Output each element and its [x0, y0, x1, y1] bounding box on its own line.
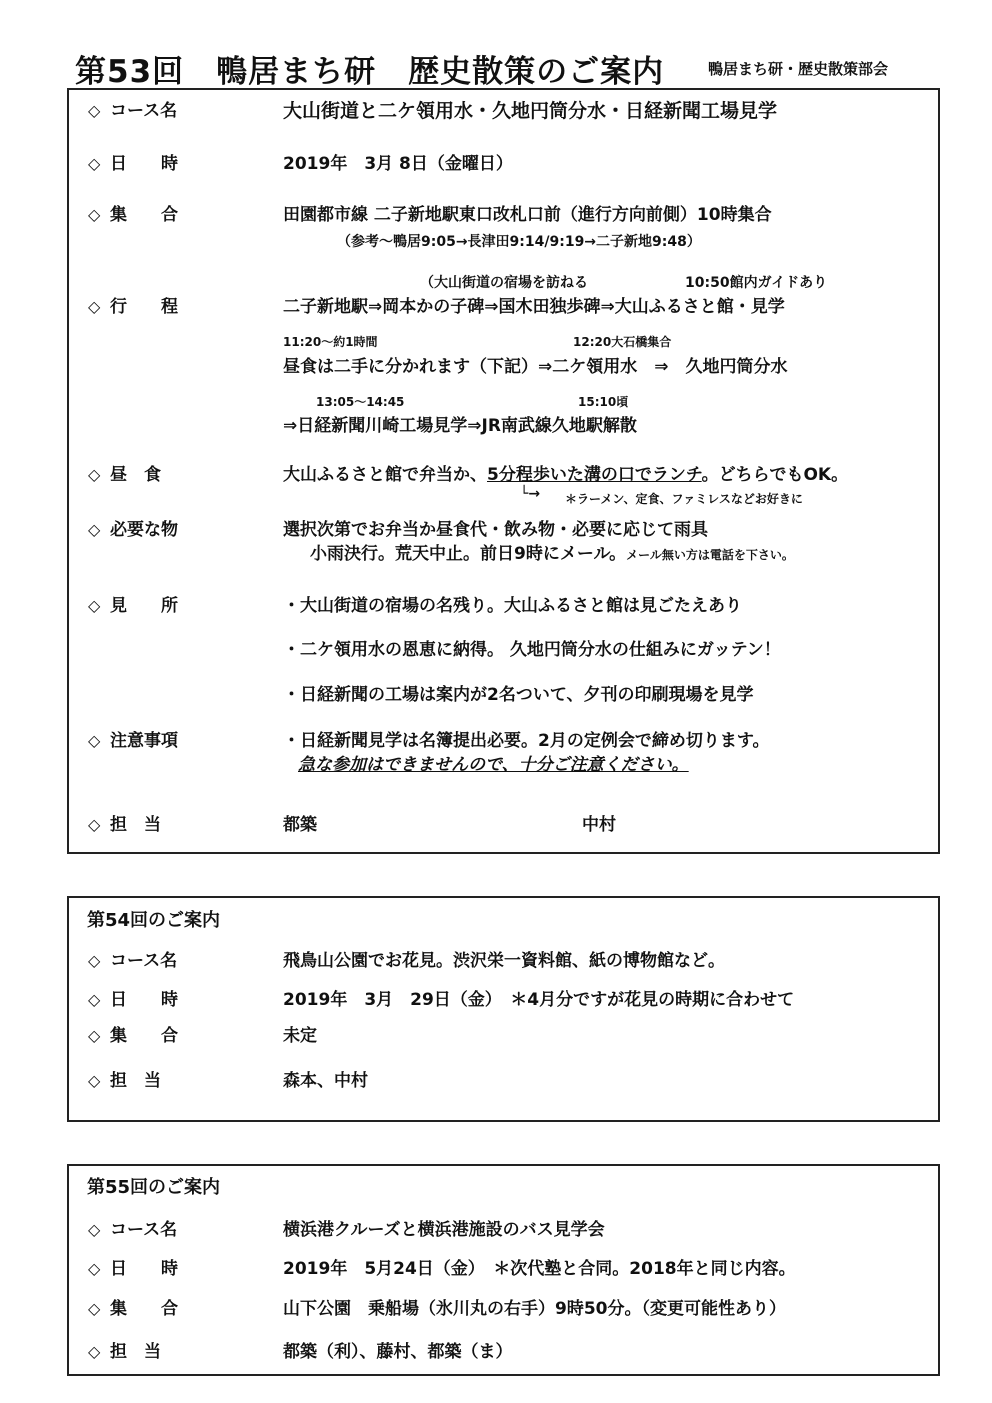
label-datetime: 日 時 — [110, 154, 178, 174]
row-staff — [88, 1337, 161, 1362]
label-notes: 注意事項 — [110, 731, 178, 751]
diamond-icon: ◇ — [88, 1259, 101, 1278]
itinerary-line: 二子新地駅⇒岡本かの子碑⇒国木田独歩碑⇒大山ふるさと館・見学 — [283, 297, 785, 317]
label-meeting: 集 合 — [110, 205, 178, 225]
row-course — [88, 946, 177, 971]
lunch-value — [283, 460, 848, 485]
lunch-text: 。どちらでもOK。 — [701, 465, 849, 485]
diamond-icon: ◇ — [88, 465, 101, 484]
highlight: ・大山街道の宿場の名残り。大山ふるさと館は見ごたえあり — [283, 596, 742, 616]
datetime-value: 2019年 3月 8日（金曜日） — [283, 154, 513, 174]
course-value: 飛鳥山公園でお花見。渋沢栄一資料館、紙の博物館など。 — [283, 951, 725, 971]
organizer: 鴨居まち研・歴史散策部会 — [708, 60, 889, 78]
row-itinerary — [88, 292, 178, 317]
lunch-underlined: 5分程歩いた溝の口でランチ — [487, 465, 702, 485]
row-highlights — [88, 591, 178, 616]
label-highlights: 見 所 — [110, 596, 178, 616]
diamond-icon: ◇ — [88, 205, 101, 224]
itinerary-note: 11:20～約1時間 — [283, 335, 378, 349]
diamond-icon: ◇ — [88, 1220, 101, 1239]
label-staff: 担 当 — [110, 1071, 161, 1091]
meeting-reference: （参考～鴨居9:05→長津田9:14/9:19→二子新地9:48） — [337, 234, 701, 250]
label-items: 必要な物 — [110, 520, 178, 540]
label-lunch: 昼 食 — [110, 465, 161, 485]
staff-value: 都築（利）、藤村、都築（ま） — [283, 1342, 513, 1362]
itinerary-line: ⇒日経新聞川崎工場見学⇒JR南武線久地駅解散 — [283, 416, 637, 436]
diamond-icon: ◇ — [88, 297, 101, 316]
diamond-icon: ◇ — [88, 596, 101, 615]
row-items — [88, 515, 178, 540]
diamond-icon: ◇ — [88, 1026, 101, 1045]
row-datetime — [88, 985, 178, 1010]
row-course — [88, 1215, 177, 1240]
highlight: ・二ケ領用水の恩恵に納得。 久地円筒分水の仕組みにガッテン！ — [283, 640, 781, 660]
itinerary-note: 10:50館内ガイドあり — [685, 275, 828, 291]
diamond-icon: ◇ — [88, 520, 101, 539]
label-datetime: 日 時 — [110, 990, 178, 1010]
row-staff — [88, 810, 161, 835]
lunch-note: ＊ラーメン、定食、ファミレスなどお好きに — [565, 492, 803, 506]
notes-line: ・日経新聞見学は名簿提出必要。2月の定例会で締め切ります。 — [283, 731, 770, 751]
course-value: 大山街道と二ケ領用水・久地円筒分水・日経新聞工場見学 — [283, 100, 778, 122]
row-course — [88, 96, 177, 121]
diamond-icon: ◇ — [88, 990, 101, 1009]
label-meeting: 集 合 — [110, 1299, 178, 1319]
row-notes — [88, 726, 178, 751]
label-staff: 担 当 — [110, 1342, 161, 1362]
diamond-icon: ◇ — [88, 731, 101, 750]
highlight: ・日経新聞の工場は案内が2名ついて、夕刊の印刷現場を見学 — [283, 685, 754, 705]
items-text: 小雨決行。荒天中止。前日9時にメール。 — [310, 544, 627, 564]
diamond-icon: ◇ — [88, 1071, 101, 1090]
row-lunch — [88, 460, 161, 485]
itinerary-note: （大山街道の宿場を訪ねる — [420, 275, 588, 291]
staff-value: 中村 — [582, 815, 616, 835]
itinerary-line: 昼食は二手に分かれます（下記）⇒二ケ領用水 ⇒ 久地円筒分水 — [283, 357, 788, 377]
label-meeting: 集 合 — [110, 1026, 178, 1046]
items-line: 選択次第でお弁当か昼食代・飲み物・必要に応じて雨具 — [283, 520, 708, 540]
diamond-icon: ◇ — [88, 154, 101, 173]
label-staff: 担 当 — [110, 815, 161, 835]
label-itinerary: 行 程 — [110, 297, 178, 317]
itinerary-note: 13:05～14:45 — [316, 395, 405, 409]
row-staff — [88, 1066, 161, 1091]
diamond-icon: ◇ — [88, 1342, 101, 1361]
lunch-text: 大山ふるさと館で弁当か、 — [283, 465, 487, 485]
row-meeting — [88, 200, 178, 225]
diamond-icon: ◇ — [88, 951, 101, 970]
walk55-title: 第55回のご案内 — [87, 1177, 221, 1198]
items-small: メール無い方は電話を下さい。 — [626, 548, 794, 562]
diamond-icon: ◇ — [88, 1299, 101, 1318]
label-course: コース名 — [110, 951, 178, 971]
row-datetime — [88, 149, 178, 174]
row-meeting — [88, 1294, 178, 1319]
notes-warning: 急な参加はできませんので、十分ご注意ください。 — [298, 755, 689, 775]
itinerary-note: 12:20大石橋集合 — [573, 335, 672, 349]
meeting-value: 田園都市線 二子新地駅東口改札口前（進行方向前側）10時集合 — [283, 205, 772, 225]
datetime-value: 2019年 3月 29日（金） ＊4月分ですが花見の時期に合わせて — [283, 990, 795, 1010]
row-datetime — [88, 1254, 178, 1279]
staff-value: 都築 — [283, 815, 317, 835]
page-title: 第53回 鴨居まち研 歴史散策のご案内 — [75, 54, 665, 90]
label-course: コース名 — [110, 101, 178, 121]
datetime-value: 2019年 5月24日（金） ＊次代塾と合同。2018年と同じ内容。 — [283, 1259, 796, 1279]
staff-value: 森本、中村 — [283, 1071, 368, 1091]
diamond-icon: ◇ — [88, 815, 101, 834]
label-course: コース名 — [110, 1220, 178, 1240]
row-meeting — [88, 1021, 178, 1046]
diamond-icon: ◇ — [88, 101, 101, 120]
itinerary-note: 15:10頃 — [578, 395, 629, 409]
label-datetime: 日 時 — [110, 1259, 178, 1279]
meeting-value: 山下公園 乗船場（氷川丸の右手）9時50分。（変更可能性あり） — [283, 1299, 786, 1319]
meeting-value: 未定 — [283, 1026, 317, 1046]
walk54-title: 第54回のご案内 — [87, 910, 221, 931]
arrow-icon: └→ — [520, 486, 541, 502]
items-line — [310, 539, 794, 564]
course-value: 横浜港クルーズと横浜港施設のバス見学会 — [283, 1220, 605, 1240]
